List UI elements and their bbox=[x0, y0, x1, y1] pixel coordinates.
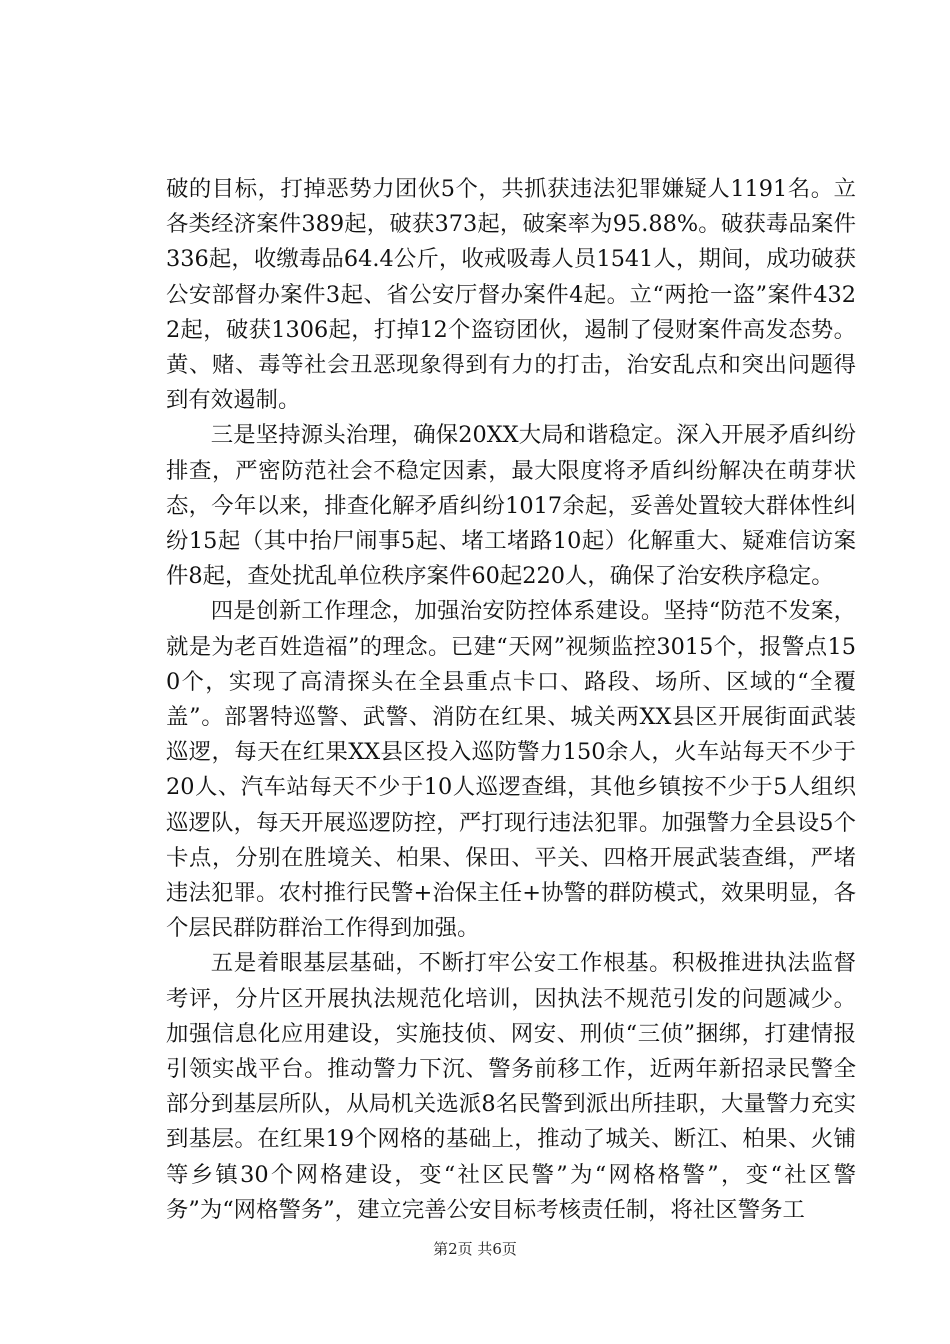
paragraph-2: 三是坚持源头治理，确保20XX大局和谐稳定。深入开展矛盾纠纷排查，严密防范社会不稳定因素，最大限度将矛盾纠纷解决在萌芽状态，今年以来，排查化解矛盾纠纷1017余起，妥善处置较大群体性纠纷15起（其中抬尸闹事5起、堵工堵路10起）化解重大、疑难信访案件8起，查处扰乱单位秩序案件60起220人，确保了治安秩序稳定。 bbox=[166, 422, 856, 590]
document-body bbox=[166, 172, 856, 1228]
paragraph-4: 五是着眼基层基础，不断打牢公安工作根基。积极推进执法监督考评，分片区开展执法规范化培训，因执法不规范引发的问题减少。加强信息化应用建设，实施技侦、网安、刑侦“三侦”捆绑，打建情报引领实战平台。推动警力下沉、警务前移工作，近两年新招录民警全部分到基层所队，从局机关选派8名民警到派出所挂职，大量警力充实到基层。在红果19个网格的基础上，推动了城关、断江、柏果、火铺等乡镇30个网格建设，变“社区民警”为“网格格警”，变“社区警务”为“网格警务”，建立完善公安目标考核责任制，将社区警务工 bbox=[166, 950, 856, 1223]
paragraph-1: 破的目标，打掉恶势力团伙5个，共抓获违法犯罪嫌疑人1191名。立各类经济案件389起，破获373起，破案率为95.88%。破获毒品案件336起，收缴毒品64.4公斤，收戒吸毒人员1541人，期间，成功破获公安部督办案件3起、省公安厅督办案件4起。立“两抢一盗”案件4322起，破获1306起，打掉12个盗窃团伙，遏制了侵财案件高发态势。黄、赌、毒等社会丑恶现象得到有力的打击，治安乱点和突出问题得到有效遏制。 bbox=[166, 176, 856, 414]
page-number-footer: 第2页 共6页 bbox=[433, 1240, 517, 1258]
paragraph-3: 四是创新工作理念，加强治安防控体系建设。坚持“防范不发案，就是为老百姓造福”的理念。已建“天网”视频监控3015个，报警点150个，实现了高清探头在全县重点卡口、路段、场所、区域的“全覆盖”。部署特巡警、武警、消防在红果、城关两XX县区开展街面武装巡逻，每天在红果XX县区投入巡防警力150余人，火车站每天不少于20人、汽车站每天不少于10人巡逻查缉，其他乡镇按不少于5人组织巡逻队，每天开展巡逻防控，严打现行违法犯罪。加强警力全县设5个卡点，分别在胜境关、柏果、保田、平关、四格开展武装查缉，严堵违法犯罪。农村推行民警+治保主任+协警的群防模式，效果明显，各个层民群防群治工作得到加强。 bbox=[166, 598, 856, 942]
